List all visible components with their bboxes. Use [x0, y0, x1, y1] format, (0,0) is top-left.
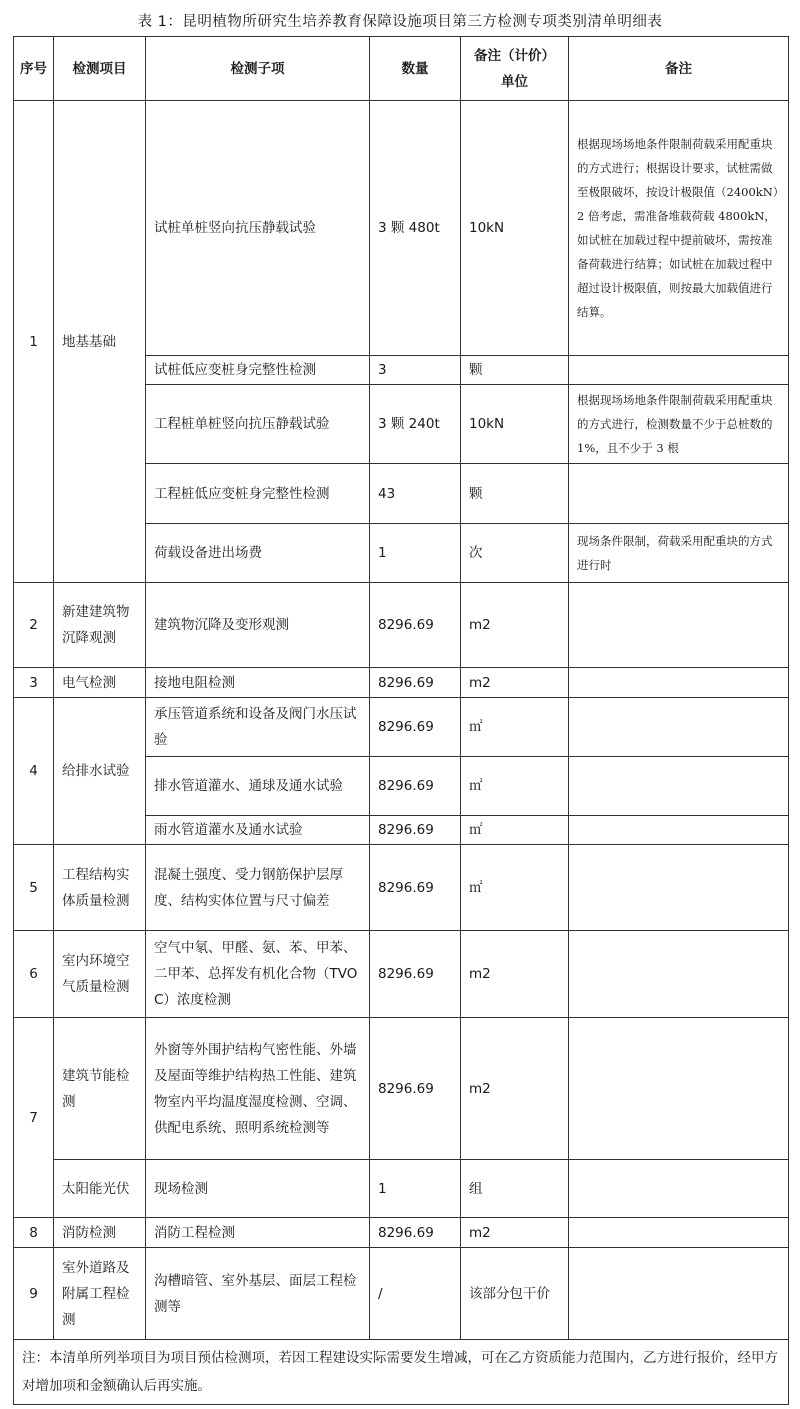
- row-sub: 沟槽暗管、室外基层、面层工程检测等: [146, 1248, 370, 1340]
- row-item: 室内环境空气质量检测: [54, 931, 146, 1018]
- row-item: 给排水试验: [54, 698, 146, 845]
- header-note: 备注: [569, 37, 789, 101]
- row-qty: 8296.69: [370, 1218, 461, 1248]
- row-no: 7: [14, 1018, 54, 1218]
- row-unit: m2: [461, 583, 569, 668]
- row-unit: 10kN: [461, 101, 569, 356]
- row-note: 现场条件限制，荷载采用配重块的方式进行时: [569, 524, 789, 583]
- table-row: [14, 583, 789, 668]
- row-qty: 8296.69: [370, 931, 461, 1018]
- row-note: [569, 698, 789, 757]
- table-row: [14, 101, 789, 356]
- row-note: [569, 931, 789, 1018]
- row-item: 室外道路及附属工程检测: [54, 1248, 146, 1340]
- row-unit: 次: [461, 524, 569, 583]
- table-row: [14, 668, 789, 698]
- row-no: 3: [14, 668, 54, 698]
- row-sub: 荷载设备进出场费: [146, 524, 370, 583]
- row-qty: 8296.69: [370, 845, 461, 931]
- row-note: [569, 668, 789, 698]
- row-sub: 外窗等外围护结构气密性能、外墙及屋面等维护结构热工性能、建筑物室内平均温度湿度检测、空调、供配电系统、照明系统检测等: [146, 1018, 370, 1160]
- row-qty: 1: [370, 1160, 461, 1218]
- table-row: [14, 931, 789, 1018]
- row-qty: 8296.69: [370, 668, 461, 698]
- row-no: 6: [14, 931, 54, 1018]
- row-note: [569, 1218, 789, 1248]
- row-sub: 工程桩单桩竖向抗压静载试验: [146, 385, 370, 464]
- header-no: 序号: [14, 37, 54, 101]
- row-unit: 组: [461, 1160, 569, 1218]
- row-qty: /: [370, 1248, 461, 1340]
- row-note: 根据现场场地条件限制荷载采用配重块的方式进行，检测数量不少于总桩数的 1%，且不少于 3 根: [569, 385, 789, 464]
- row-note: [569, 845, 789, 931]
- row-item: 消防检测: [54, 1218, 146, 1248]
- row-sub: 建筑物沉降及变形观测: [146, 583, 370, 668]
- row-sub: 现场检测: [146, 1160, 370, 1218]
- table-row: [14, 1218, 789, 1248]
- row-sub: 试桩单桩竖向抗压静载试验: [146, 101, 370, 356]
- row-item: 地基基础: [54, 101, 146, 583]
- header-unit: 备注（计价）单位: [461, 37, 569, 101]
- row-qty: 8296.69: [370, 583, 461, 668]
- row-unit: m2: [461, 931, 569, 1018]
- row-item: 电气检测: [54, 668, 146, 698]
- row-qty: 8296.69: [370, 816, 461, 845]
- footer-row: [14, 1340, 789, 1405]
- row-unit: ㎡: [461, 757, 569, 816]
- footer-note: 注：本清单所列举项目为项目预估检测项，若因工程建设实际需要发生增减，可在乙方资质能力范围内，乙方进行报价，经甲方对增加项和金额确认后再实施。: [14, 1340, 789, 1405]
- row-sub: 试桩低应变桩身完整性检测: [146, 356, 370, 385]
- row-qty: 1: [370, 524, 461, 583]
- row-qty: 3: [370, 356, 461, 385]
- row-unit: 10kN: [461, 385, 569, 464]
- row-unit: 颗: [461, 356, 569, 385]
- row-item: 工程结构实体质量检测: [54, 845, 146, 931]
- row-sub: 承压管道系统和设备及阀门水压试验: [146, 698, 370, 757]
- row-note: [569, 1248, 789, 1340]
- row-note: [569, 757, 789, 816]
- inspection-table: [13, 36, 789, 1405]
- row-unit: m2: [461, 668, 569, 698]
- row-sub: 消防工程检测: [146, 1218, 370, 1248]
- row-sub: 工程桩低应变桩身完整性检测: [146, 464, 370, 524]
- row-unit: ㎡: [461, 816, 569, 845]
- table-row: [14, 698, 789, 757]
- row-unit: ㎡: [461, 845, 569, 931]
- table-row: [14, 1160, 789, 1218]
- row-unit: m2: [461, 1218, 569, 1248]
- row-note: 根据现场场地条件限制荷载采用配重块的方式进行；根据设计要求，试桩需做至极限破坏，按设计极限值（2400kN）2 倍考虑，需准备堆载荷载 4800kN，如试桩在加载过程中提前破坏，需按准备荷载进行结算；如试桩在加载过程中超过设计极限值，则按最大加载值进行结算。: [569, 101, 789, 356]
- row-no: 1: [14, 101, 54, 583]
- row-no: 2: [14, 583, 54, 668]
- row-qty: 43: [370, 464, 461, 524]
- row-item: 建筑节能检测: [54, 1018, 146, 1160]
- row-sub: 混凝土强度、受力钢筋保护层厚度、结构实体位置与尺寸偏差: [146, 845, 370, 931]
- row-qty: 8296.69: [370, 757, 461, 816]
- row-sub: 排水管道灌水、通球及通水试验: [146, 757, 370, 816]
- table-row: [14, 1248, 789, 1340]
- row-unit: m2: [461, 1018, 569, 1160]
- row-qty: 3 颗 480t: [370, 101, 461, 356]
- header-sub: 检测子项: [146, 37, 370, 101]
- row-note: [569, 583, 789, 668]
- row-unit: 该部分包干价: [461, 1248, 569, 1340]
- row-no: 8: [14, 1218, 54, 1248]
- row-no: 4: [14, 698, 54, 845]
- row-sub: 雨水管道灌水及通水试验: [146, 816, 370, 845]
- row-item: 新建建筑物沉降观测: [54, 583, 146, 668]
- row-unit: ㎡: [461, 698, 569, 757]
- row-no: 9: [14, 1248, 54, 1340]
- row-sub: 空气中氡、甲醛、氨、苯、甲苯、二甲苯、总挥发有机化合物（TVOC）浓度检测: [146, 931, 370, 1018]
- table-header-row: [14, 37, 789, 101]
- row-no: 5: [14, 845, 54, 931]
- row-item: 太阳能光伏: [54, 1160, 146, 1218]
- header-item: 检测项目: [54, 37, 146, 101]
- table-title: 表 1：昆明植物所研究生培养教育保障设施项目第三方检测专项类别清单明细表: [137, 14, 663, 30]
- row-qty: 8296.69: [370, 1018, 461, 1160]
- row-note: [569, 356, 789, 385]
- row-qty: 3 颗 240t: [370, 385, 461, 464]
- table-row: [14, 845, 789, 931]
- row-note: [569, 464, 789, 524]
- row-unit: 颗: [461, 464, 569, 524]
- row-note: [569, 816, 789, 845]
- row-note: [569, 1160, 789, 1218]
- row-qty: 8296.69: [370, 698, 461, 757]
- row-sub: 接地电阻检测: [146, 668, 370, 698]
- header-qty: 数量: [370, 37, 461, 101]
- row-note: [569, 1018, 789, 1160]
- table-row: [14, 1018, 789, 1160]
